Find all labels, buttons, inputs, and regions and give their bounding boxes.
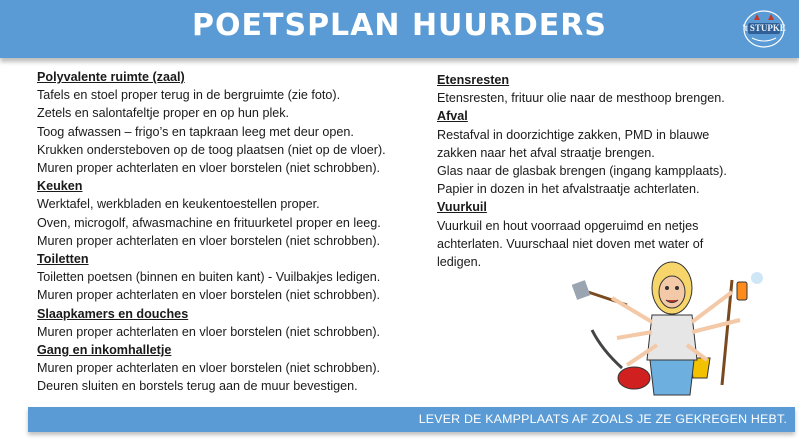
section-line: Restafval in doorzichtige zakken, PMD in blauwe — [437, 127, 710, 142]
section-line: Muren proper achterlaten en vloer borstelen (niet schrobben). — [37, 233, 381, 248]
section-line: Zetels en salontafeltje proper en op hun plek. — [37, 106, 290, 121]
section-line: Papier in dozen in het afvalstraatje achterlaten. — [437, 182, 700, 197]
section-line: Werktafel, werkbladen en keukentoestellen proper. — [37, 197, 320, 212]
section-heading: Toiletten — [37, 252, 89, 267]
logo-text: 't STUPKE — [742, 23, 786, 33]
section-line: Muren proper achterlaten en vloer borstelen (niet schrobben). — [37, 161, 381, 176]
section-heading: Gang en inkomhalletje — [37, 343, 172, 358]
section-heading: Slaapkamers en douches — [37, 306, 189, 321]
section-line: Etensresten, frituur olie naar de mesthoop brengen. — [437, 91, 725, 106]
section-line: Toiletten poetsen (binnen en buiten kant) - Vuilbakjes ledigen. — [37, 270, 381, 285]
section-line: Vuurkuil en hout voorraad opgeruimd en netjes — [437, 218, 699, 233]
section-line: zakken naar het afval straatje brengen. — [437, 145, 655, 160]
left-column — [37, 68, 427, 396]
footer-text: LEVER DE KAMPPLAATS AF ZOALS JE ZE GEKREGEN HEBT. — [418, 412, 787, 426]
section-line: Muren proper achterlaten en vloer borstelen (niet schrobben). — [37, 324, 381, 339]
section-line: achterlaten. Vuurschaal niet doven met water of — [437, 236, 704, 251]
section-heading: Etensresten — [437, 73, 510, 87]
section-line: Glas naar de glasbak brengen (ingang kampplaats). — [437, 164, 727, 179]
section-heading: Keuken — [37, 179, 83, 194]
cleaning-lady-illustration — [572, 260, 772, 400]
section-line: Tafels en stoel proper terug in de bergruimte (zie foto). — [37, 88, 341, 103]
footer-bar — [28, 407, 795, 432]
page-title: POETSPLAN HUURDERS — [192, 8, 607, 43]
section-heading: Vuurkuil — [437, 200, 487, 215]
title-bar — [0, 0, 799, 58]
logo — [742, 8, 786, 50]
section-line: Krukken ondersteboven op de toog plaatsen (niet op de vloer). — [37, 142, 386, 157]
section-line: Muren proper achterlaten en vloer borstelen (niet schrobben). — [37, 361, 381, 376]
section-line: Muren proper achterlaten en vloer borstelen (niet schrobben). — [37, 288, 381, 303]
section-line: Deuren sluiten en borstels terug aan de muur bevestigen. — [37, 379, 358, 394]
section-line: ledigen. — [437, 255, 482, 270]
section-heading: Polyvalente ruimte (zaal) — [37, 70, 185, 84]
section-line: Toog afwassen – frigo’s en tapkraan leeg met deur open. — [37, 124, 354, 139]
right-column — [437, 71, 757, 271]
section-line: Oven, microgolf, afwasmachine en frituurketel proper en leeg. — [37, 215, 381, 230]
section-heading: Afval — [437, 109, 468, 124]
